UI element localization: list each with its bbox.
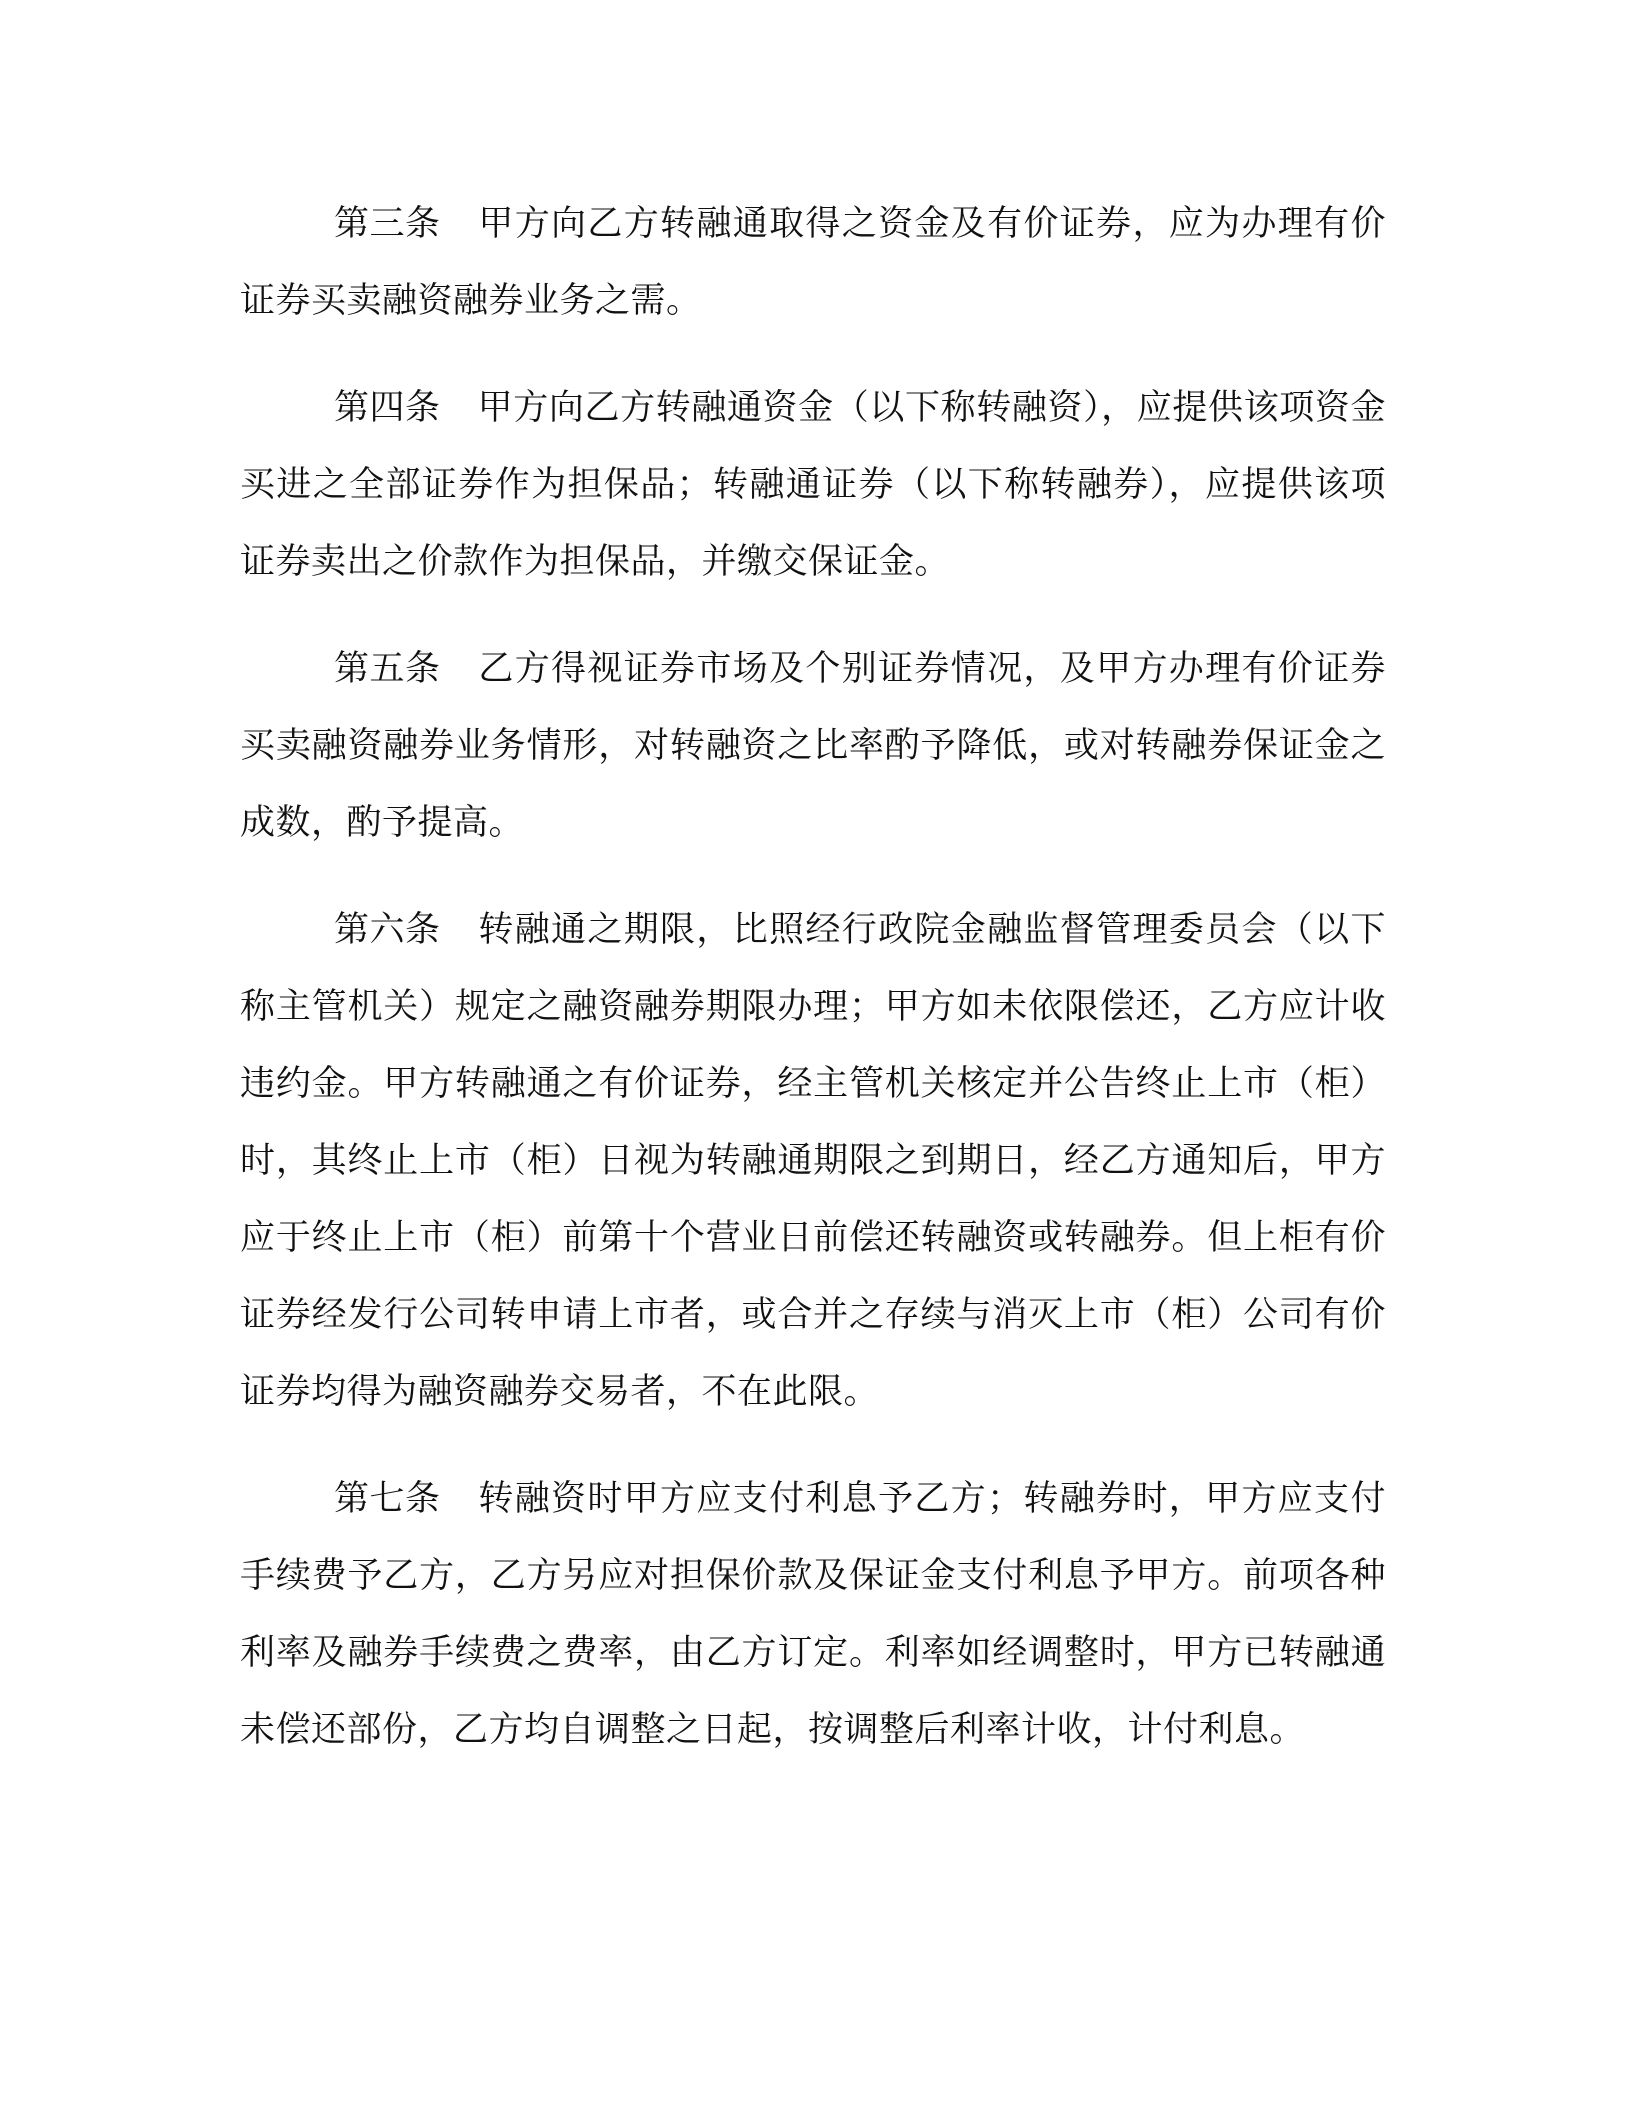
article-number: 第六条: [334, 910, 441, 950]
article-number: 第五条: [334, 649, 441, 689]
article-3: [240, 186, 1386, 340]
article-number: 第三条: [334, 204, 441, 244]
article-text: 甲方向乙方转融通取得之资金及有价证券，应为办理有价证券买卖融资融券业务之需。: [240, 204, 1386, 321]
article-text: 甲方向乙方转融通资金（以下称转融资），应提供该项资金买进之全部证券作为担保品；转融通证券（以下称转融券），应提供该项证券卖出之价款作为担保品，并缴交保证金。: [240, 388, 1386, 582]
article-text: 转融资时甲方应支付利息予乙方；转融券时，甲方应支付手续费予乙方，乙方另应对担保价款及保证金支付利息予甲方。前项各种利率及融券手续费之费率，由乙方订定。利率如经调整时，甲方已转融通未偿还部份，乙方均自调整之日起，按调整后利率计收，计付利息。: [240, 1479, 1386, 1750]
document-body: [240, 186, 1386, 1799]
article-text: 乙方得视证券市场及个别证券情况，及甲方办理有价证券买卖融资融券业务情形，对转融资之比率酌予降低，或对转融券保证金之成数，酌予提高。: [240, 649, 1386, 843]
article-4: [240, 370, 1386, 601]
article-text: 转融通之期限，比照经行政院金融监督管理委员会（以下称主管机关）规定之融资融券期限办理；甲方如未依限偿还，乙方应计收违约金。甲方转融通之有价证券，经主管机关核定并公告终止上市（柜）时，其终止上市（柜）日视为转融通期限之到期日，经乙方通知后，甲方应于终止上市（柜）前第十个营业日前偿还转融资或转融券。但上柜有价证券经发行公司转申请上市者，或合并之存续与消灭上市（柜）公司有价证券均得为融资融券交易者，不在此限。: [240, 910, 1386, 1412]
article-6: [240, 892, 1386, 1431]
article-number: 第七条: [334, 1479, 441, 1519]
article-7: [240, 1461, 1386, 1769]
article-number: 第四条: [334, 388, 441, 428]
article-5: [240, 631, 1386, 862]
